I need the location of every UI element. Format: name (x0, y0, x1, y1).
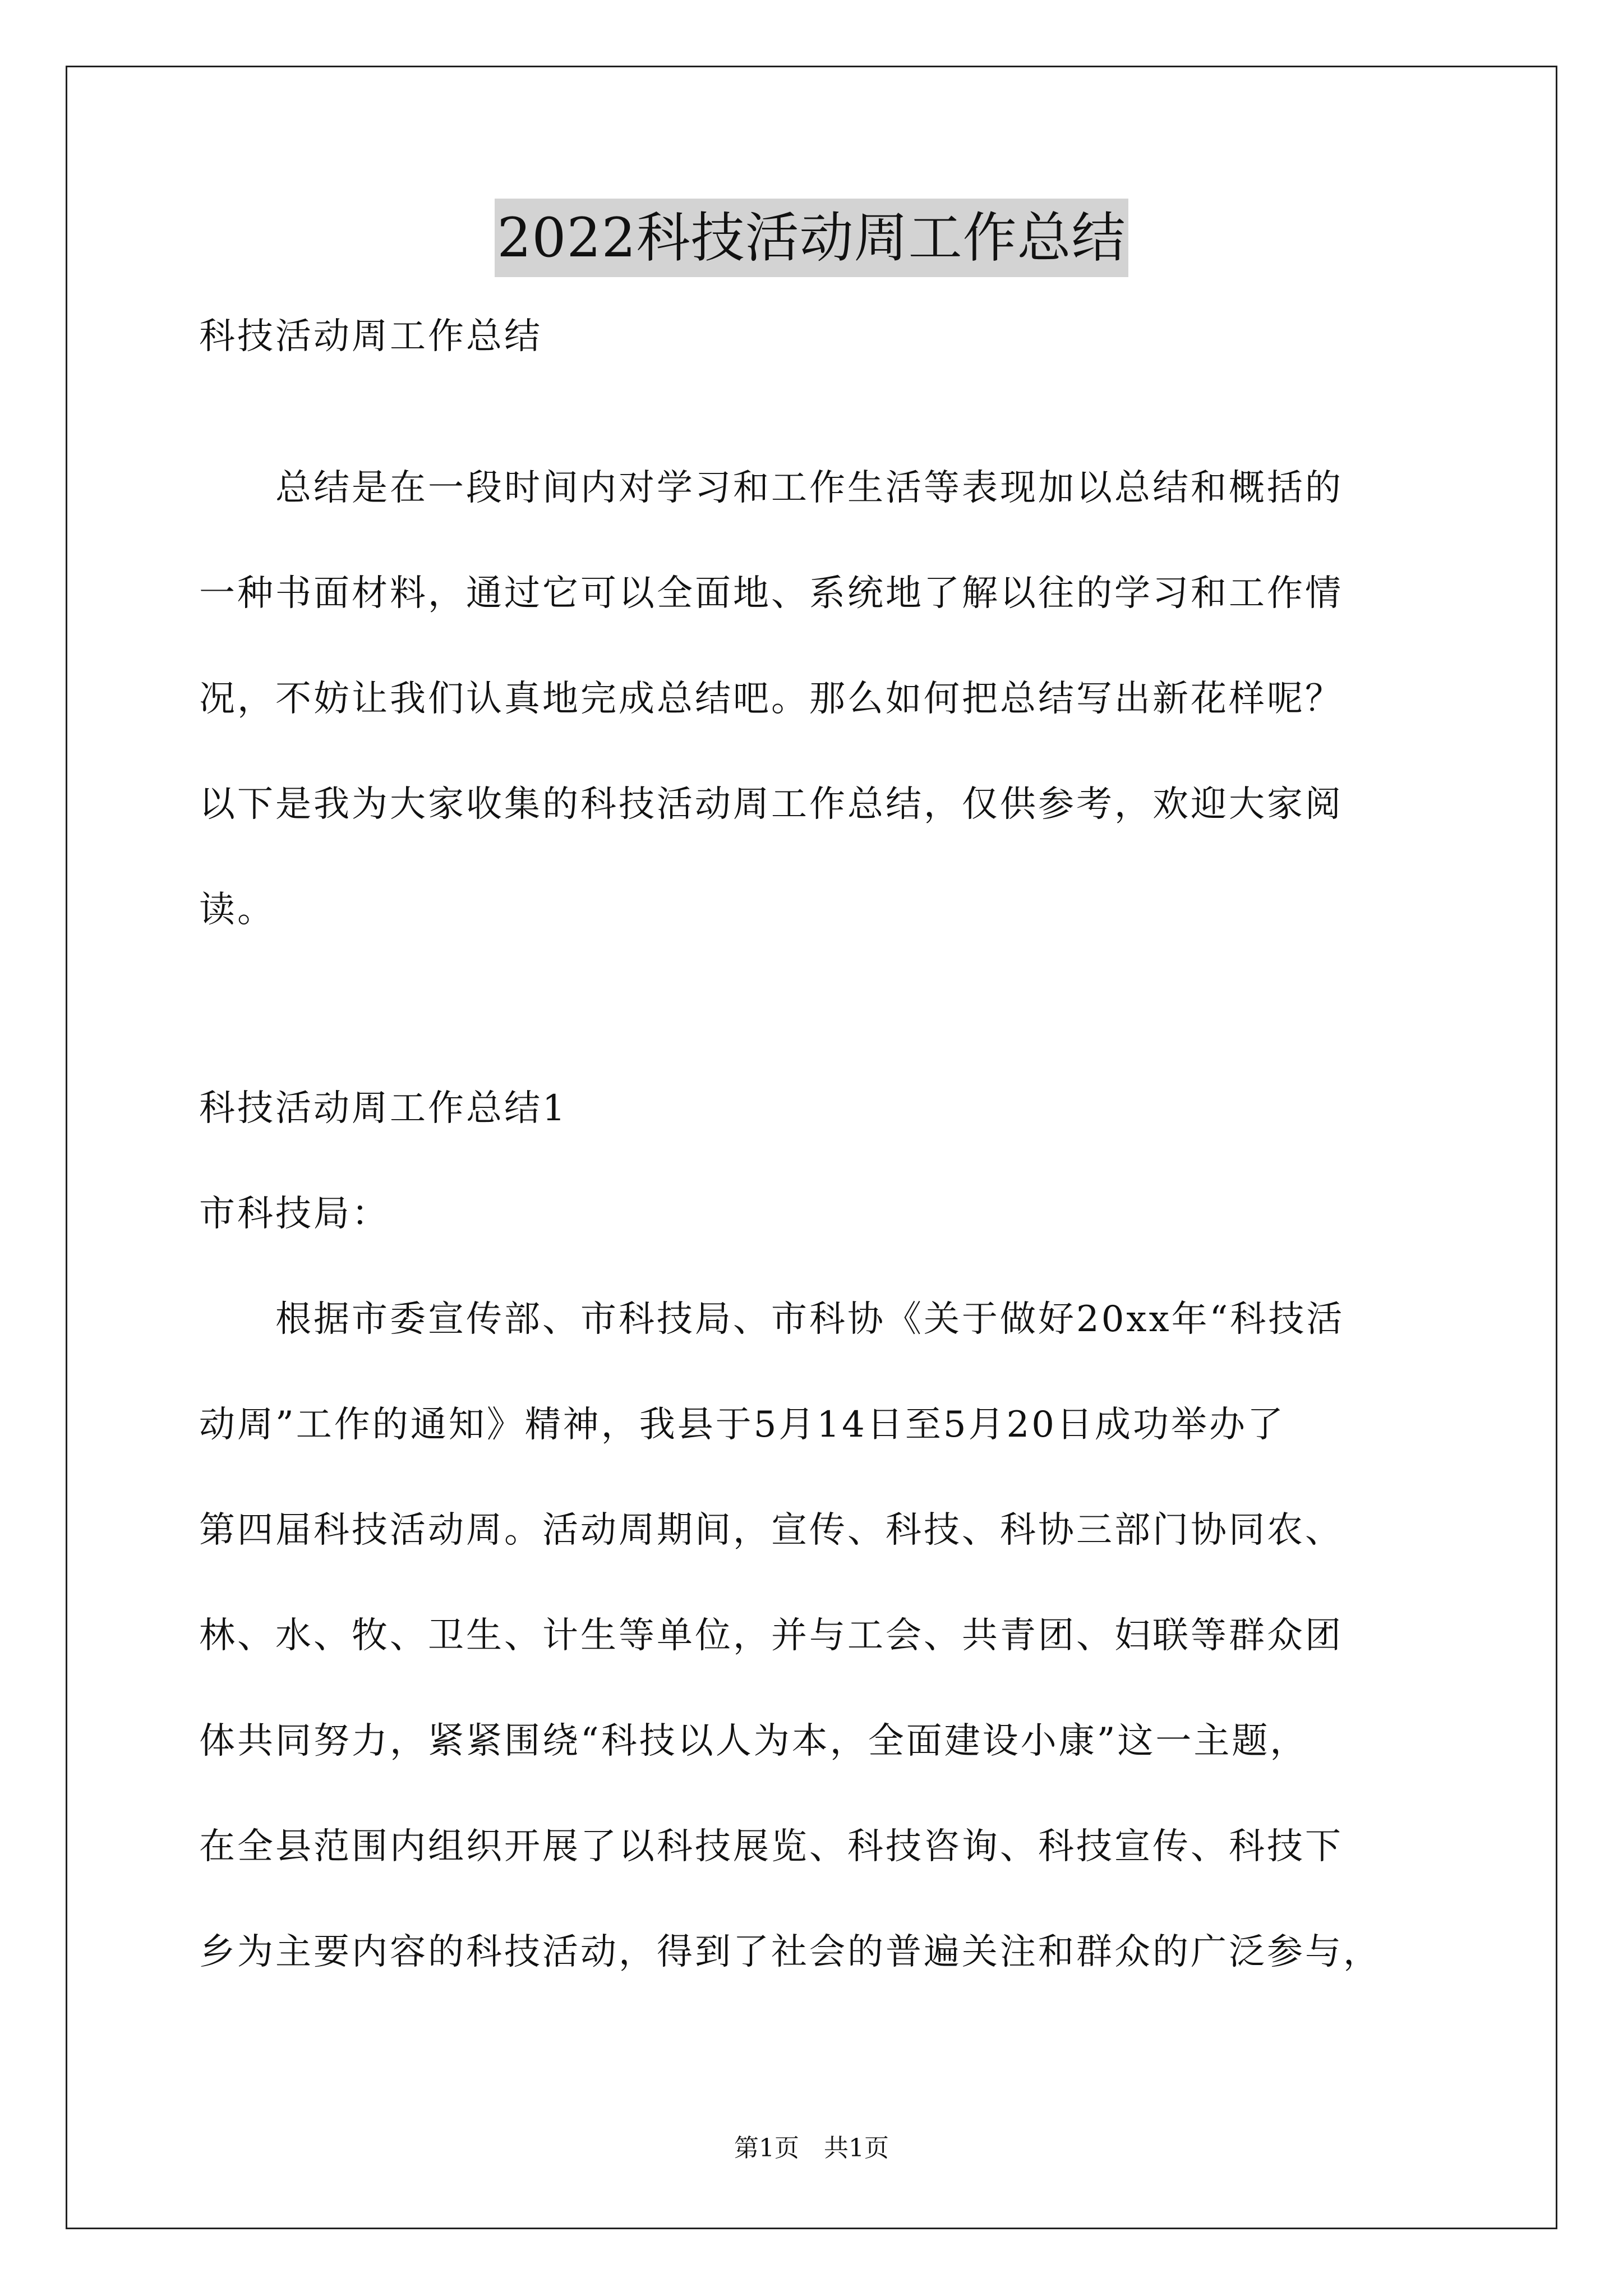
intro-line-5: 读。 (199, 889, 275, 931)
document-title: 2022科技活动周工作总结 (495, 199, 1128, 277)
salutation: 市科技局： (199, 1193, 390, 1235)
intro-line-4: 以下是我为大家收集的科技活动周工作总结，仅供参考，欢迎大家阅 (199, 784, 1343, 825)
intro-line-3: 况，不妨让我们认真地完成总结吧。那么如何把总结写出新花样呢？ (199, 678, 1343, 720)
page-border (66, 66, 1557, 2229)
section-heading: 科技活动周工作总结1 (199, 1088, 568, 1129)
body-line-4: 林、水、牧、卫生、计生等单位，并与工会、共青团、妇联等群众团 (199, 1615, 1343, 1657)
title-container (0, 199, 1623, 277)
intro-line-1: 总结是在一段时间内对学习和工作生活等表现加以总结和概括的 (199, 467, 1343, 509)
intro-line-2: 一种书面材料，通过它可以全面地、系统地了解以往的学习和工作情 (199, 573, 1343, 614)
body-line-5: 体共同努力，紧紧围绕“科技以人为本，全面建设小康”这一主题， (199, 1720, 1308, 1762)
subtitle: 科技活动周工作总结 (199, 316, 542, 357)
body-line-6: 在全县范围内组织开展了以科技展览、科技咨询、科技宣传、科技下 (199, 1826, 1343, 1867)
body-line-3: 第四届科技活动周。活动周期间，宣传、科技、科协三部门协同农、 (199, 1510, 1343, 1551)
body-line-2: 动周”工作的通知》精神，我县于5月14日至5月20日成功举办了 (199, 1404, 1286, 1446)
body-line-1: 根据市委宣传部、市科技局、市科协《关于做好20xx年“科技活 (199, 1299, 1345, 1340)
page-footer: 第1页 共1页 (734, 2134, 889, 2162)
body-line-7: 乡为主要内容的科技活动，得到了社会的普遍关注和群众的广泛参与， (199, 1931, 1381, 1973)
